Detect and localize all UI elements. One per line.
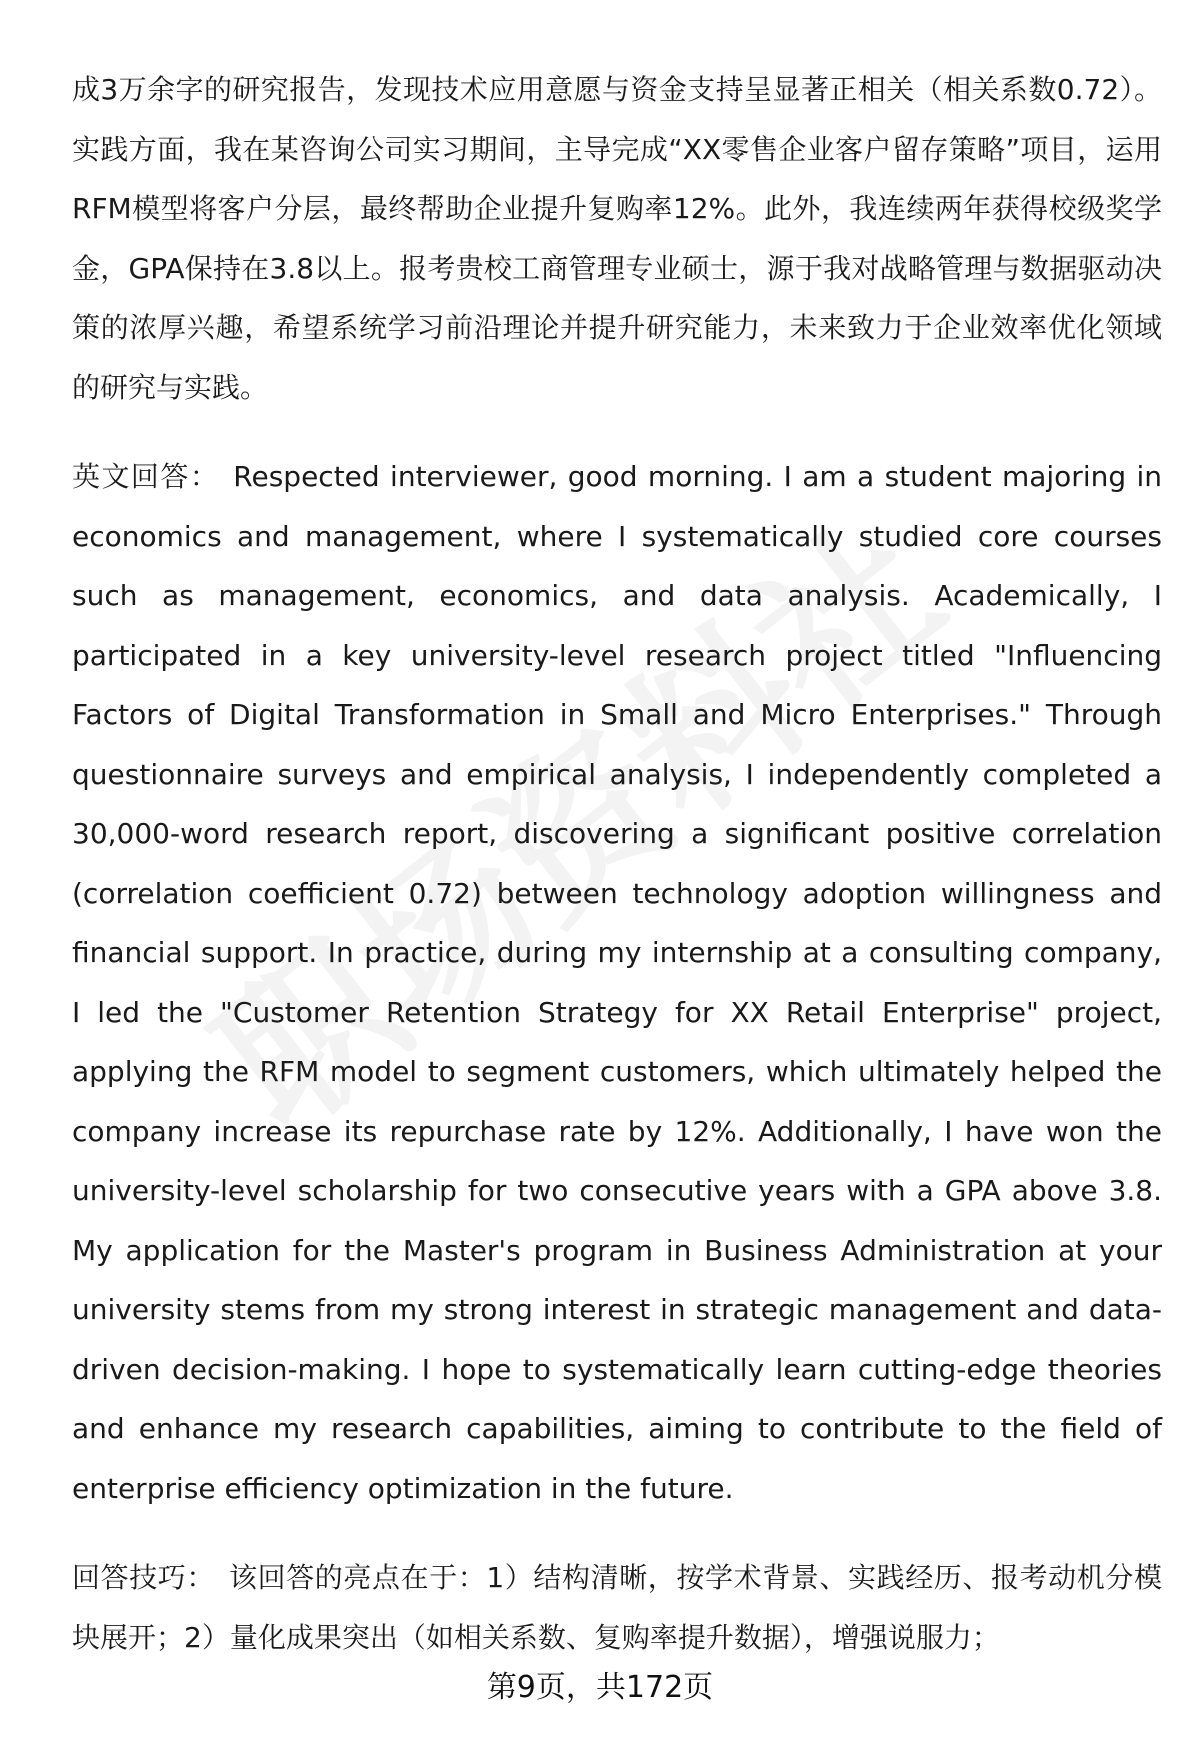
answer-tips-label: 回答技巧：	[72, 1561, 215, 1594]
answer-tips-paragraph	[72, 1548, 1162, 1667]
page-content	[72, 60, 1162, 1667]
english-answer-paragraph	[72, 447, 1162, 1518]
english-answer-label: 英文回答：	[72, 460, 220, 493]
english-answer-text: Respected interviewer, good morning. I am a student majoring in economics and management, where I systematically studied core courses such as management, economics, and data analysis. Academically, I participated in a key university-level research project titled "Influencing Factors of Digital Transformation in Small and Micro Enterprises." Through questionnaire surveys and empirical analysis, I independently completed a 30,000-word research report, discovering a significant positive correlation (correlation coefficient 0.72) between technology adoption willingness and financial support. In practice, during my internship at a consulting company, I led the "Customer Retention Strategy for XX Retail Enterprise" project, applying the RFM model to segment customers, which ultimately helped the company increase its repurchase rate by 12%. Additionally, I have won the university-level scholarship for two consecutive years with a GPA above 3.8. My application for the Master's program in Business Administration at your university stems from my strong interest in strategic management and data-driven decision-making. I hope to systematically learn cutting-edge theories and enhance my research capabilities, aiming to contribute to the field of enterprise efficiency optimization in the future.	[72, 460, 1162, 1505]
answer-tips-text: 该回答的亮点在于：1）结构清晰，按学术背景、实践经历、报考动机分模块展开；2）量化成果突出（如相关系数、复购率提升数据），增强说服力；	[72, 1561, 1162, 1654]
chinese-answer-paragraph: 成3万余字的研究报告，发现技术应用意愿与资金支持呈显著正相关（相关系数0.72）。实践方面，我在某咨询公司实习期间，主导完成“XX零售企业客户留存策略”项目，运用RFM模型将客户分层，最终帮助企业提升复购率12%。此外，我连续两年获得校级奖学金，GPA保持在3.8以上。报考贵校工商管理专业硕士，源于我对战略管理与数据驱动决策的浓厚兴趣，希望系统学习前沿理论并提升研究能力，未来致力于企业效率优化领域的研究与实践。	[72, 73, 1162, 404]
page-number: 第9页，共172页	[486, 1670, 714, 1705]
